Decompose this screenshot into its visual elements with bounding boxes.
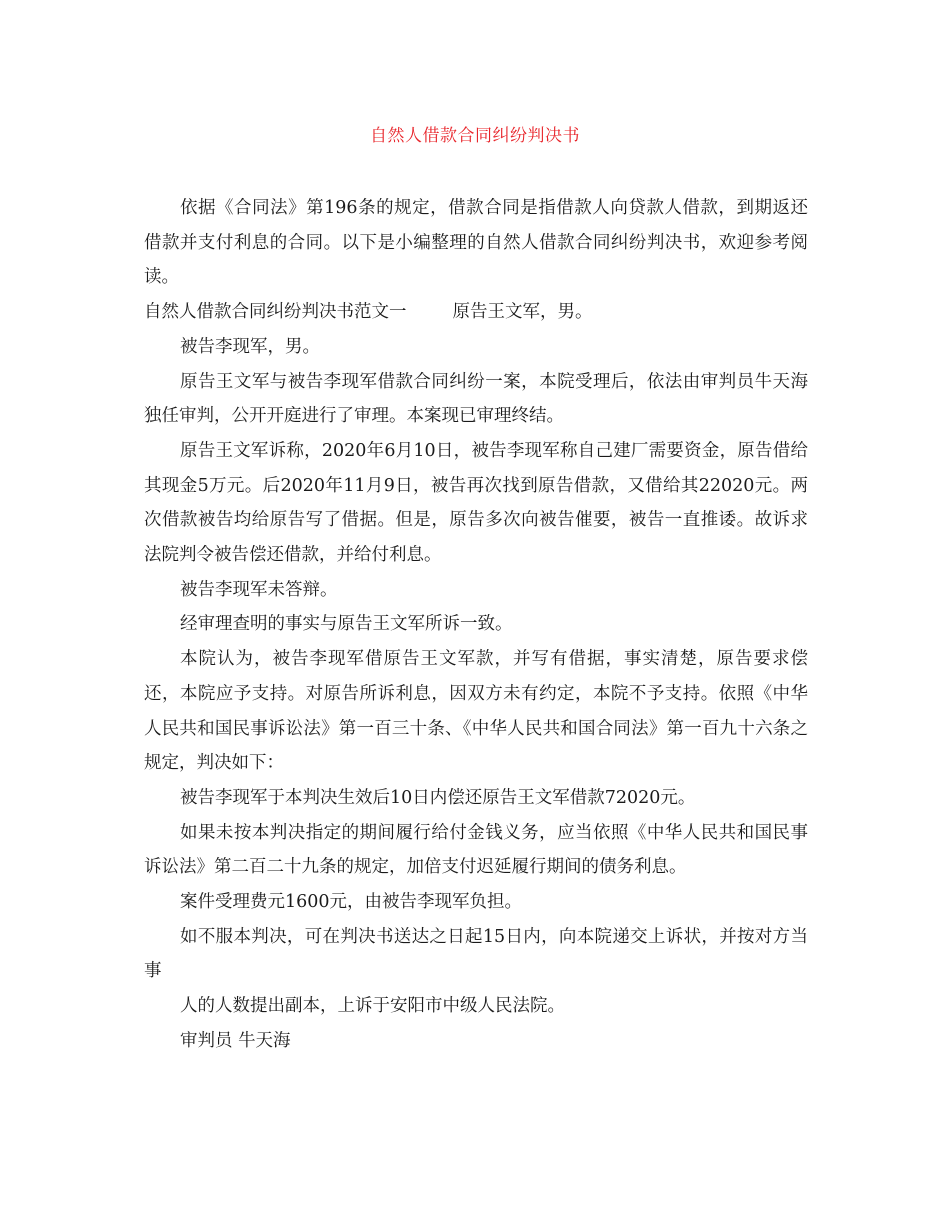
- paragraph-court-opinion: 本院认为，被告李现军借原告王文军款，并写有借据，事实清楚，原告要求偿还，本院应予支持。对原告所诉利息，因双方未有约定，本院不予支持。依照《中华人民共和国民事诉讼法》第一百三十条、《中华人民共和国合同法》第一百九十六条之规定，判决如下：: [144, 649, 808, 774]
- document-body: [144, 191, 808, 1059]
- paragraph-defendant-response: 被告李现军未答辩。: [180, 579, 338, 600]
- paragraph-case-intro: 原告王文军与被告李现军借款合同纠纷一案，本院受理后，依法由审判员牛天海独任审判，公开开庭进行了审理。本案现已审理终结。: [144, 371, 808, 427]
- paragraph-findings: 经审理查明的事实与原告王文军所诉一致。: [180, 614, 513, 635]
- paragraph-plaintiff-claim: 原告王文军诉称，2020年6月10日，被告李现军称自己建厂需要资金，原告借给其现金5万元。后2020年11月9日，被告再次找到原告借款，又借给其22020元。两次借款被告均给原告写了借据。但是，原告多次向被告催要，被告一直推诿。故诉求法院判令被告偿还借款，并给付利息。: [144, 440, 808, 566]
- paragraph-appeal: 如不服本判决，可在判决书送达之日起15日内，向本院递交上诉状，并按对方当事: [144, 926, 808, 982]
- intro-paragraph: 依据《合同法》第196条的规定，借款合同是指借款人向贷款人借款，到期返还借款并支付利息的合同。以下是小编整理的自然人借款合同纠纷判决书，欢迎参考阅读。: [144, 198, 808, 288]
- document-title: 自然人借款合同纠纷判决书: [370, 126, 580, 146]
- defendant-line: 被告李现军，男。: [180, 336, 320, 357]
- paragraph-late-payment: 如果未按本判决指定的期间履行给付金钱义务，应当依照《中华人民共和国民事诉讼法》第二百二十九条的规定，加倍支付迟延履行期间的债务利息。: [144, 822, 808, 878]
- paragraph-judgment: 被告李现军于本判决生效后10日内偿还原告王文军借款72020元。: [180, 787, 696, 808]
- paragraph-appeal-continued: 人的人数提出副本，上诉于安阳市中级人民法院。: [180, 996, 565, 1017]
- sample-heading: 自然人借款合同纠纷判决书范文一: [144, 302, 407, 323]
- sample-heading-line: [144, 295, 808, 330]
- paragraph-court-fee: 案件受理费元1600元，由被告李现军负担。: [180, 892, 523, 913]
- plaintiff-line: 原告王文军，男。: [452, 302, 593, 323]
- judge-signature: 审判员 牛天海: [180, 1030, 291, 1051]
